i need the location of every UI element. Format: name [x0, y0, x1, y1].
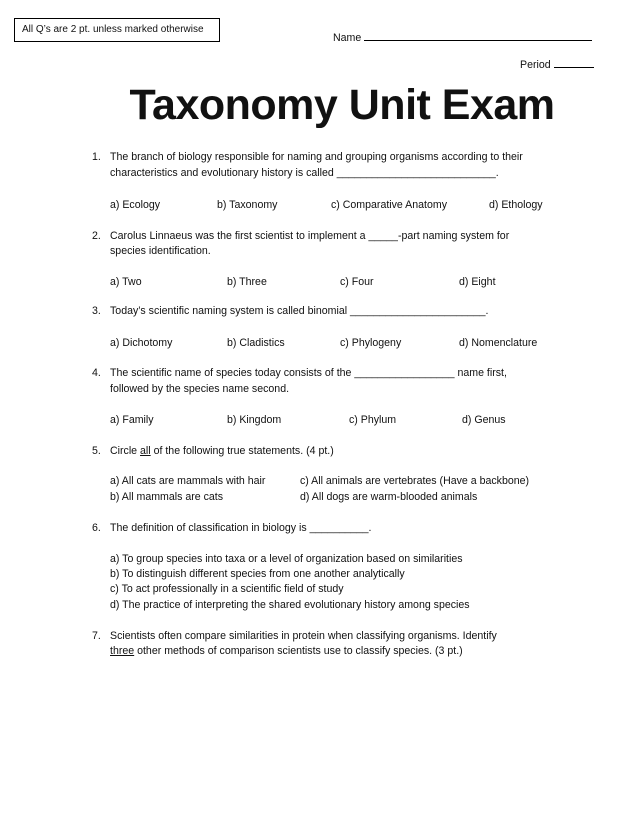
option-d[interactable]: d) All dogs are warm-blooded animals [300, 491, 478, 503]
option-d[interactable]: d) Ethology [489, 199, 543, 211]
question-number: 7. [92, 630, 101, 642]
question-text: Carolus Linnaeus was the first scientist to implement a _____-part naming system for [110, 230, 510, 242]
option-b[interactable]: b) To distinguish different species from one another analytically [110, 568, 405, 580]
option-c[interactable]: c) Phylum [349, 414, 397, 426]
option-c[interactable]: c) Four [340, 276, 374, 288]
question-text-post: of the following true statements. (4 pt.) [150, 445, 334, 457]
page-title: Taxonomy Unit Exam [129, 81, 555, 129]
option-a[interactable]: a) Dichotomy [110, 337, 173, 349]
question-text: characteristics and evolutionary history is called ___________________________. [110, 167, 499, 179]
period-label: Period [520, 59, 551, 71]
question-text: followed by the species name second. [110, 383, 290, 395]
question-number: 6. [92, 522, 101, 534]
question-text-post: other methods of comparison scientists use to classify species. (3 pt.) [134, 645, 463, 657]
question-text: The definition of classification in biology is __________. [110, 522, 372, 534]
option-c[interactable]: c) All animals are vertebrates (Have a backbone) [300, 475, 530, 487]
option-d[interactable]: d) The practice of interpreting the shared evolutionary history among species [110, 599, 470, 611]
question-number: 4. [92, 367, 101, 379]
option-a[interactable]: a) To group species into taxa or a level of organization based on similarities [110, 553, 463, 565]
option-b[interactable]: b) Three [227, 276, 267, 288]
option-b[interactable]: b) All mammals are cats [110, 491, 224, 503]
question-text: The scientific name of species today consists of the _________________ name first, [110, 367, 507, 379]
name-label: Name [333, 32, 362, 44]
option-c[interactable]: c) Phylogeny [340, 337, 402, 349]
question-number: 5. [92, 445, 101, 457]
name-blank[interactable] [364, 30, 592, 41]
question-number: 3. [92, 305, 101, 317]
points-note: All Q’s are 2 pt. unless marked otherwise [14, 18, 220, 42]
emphasis-all: all [140, 445, 151, 457]
option-a[interactable]: a) Two [110, 276, 142, 288]
emphasis-three: three [110, 645, 135, 657]
question-number: 2. [92, 230, 101, 242]
option-c[interactable]: c) Comparative Anatomy [331, 199, 447, 211]
option-d[interactable]: d) Nomenclature [459, 337, 538, 349]
question-text [110, 645, 463, 658]
option-d[interactable]: d) Eight [459, 276, 496, 288]
period-blank[interactable] [554, 57, 594, 68]
option-c[interactable]: c) To act professionally in a scientific field of study [110, 583, 344, 595]
question-text [110, 445, 334, 458]
option-a[interactable]: a) Ecology [110, 199, 161, 211]
question-text: Today’s scientific naming system is called binomial _______________________. [110, 305, 489, 317]
option-a[interactable]: a) All cats are mammals with hair [110, 475, 266, 487]
option-b[interactable]: b) Kingdom [227, 414, 282, 426]
question-text: species identification. [110, 245, 211, 257]
option-d[interactable]: d) Genus [462, 414, 506, 426]
option-b[interactable]: b) Taxonomy [217, 199, 278, 211]
question-text-pre: Circle [110, 445, 141, 457]
question-number: 1. [92, 151, 101, 163]
option-b[interactable]: b) Cladistics [227, 337, 285, 349]
question-text: Scientists often compare similarities in protein when classifying organisms. Identify [110, 630, 497, 642]
name-field[interactable] [333, 30, 592, 45]
question-text: The branch of biology responsible for naming and grouping organisms according to their [110, 151, 523, 163]
option-a[interactable]: a) Family [110, 414, 154, 426]
period-field[interactable] [520, 57, 594, 72]
